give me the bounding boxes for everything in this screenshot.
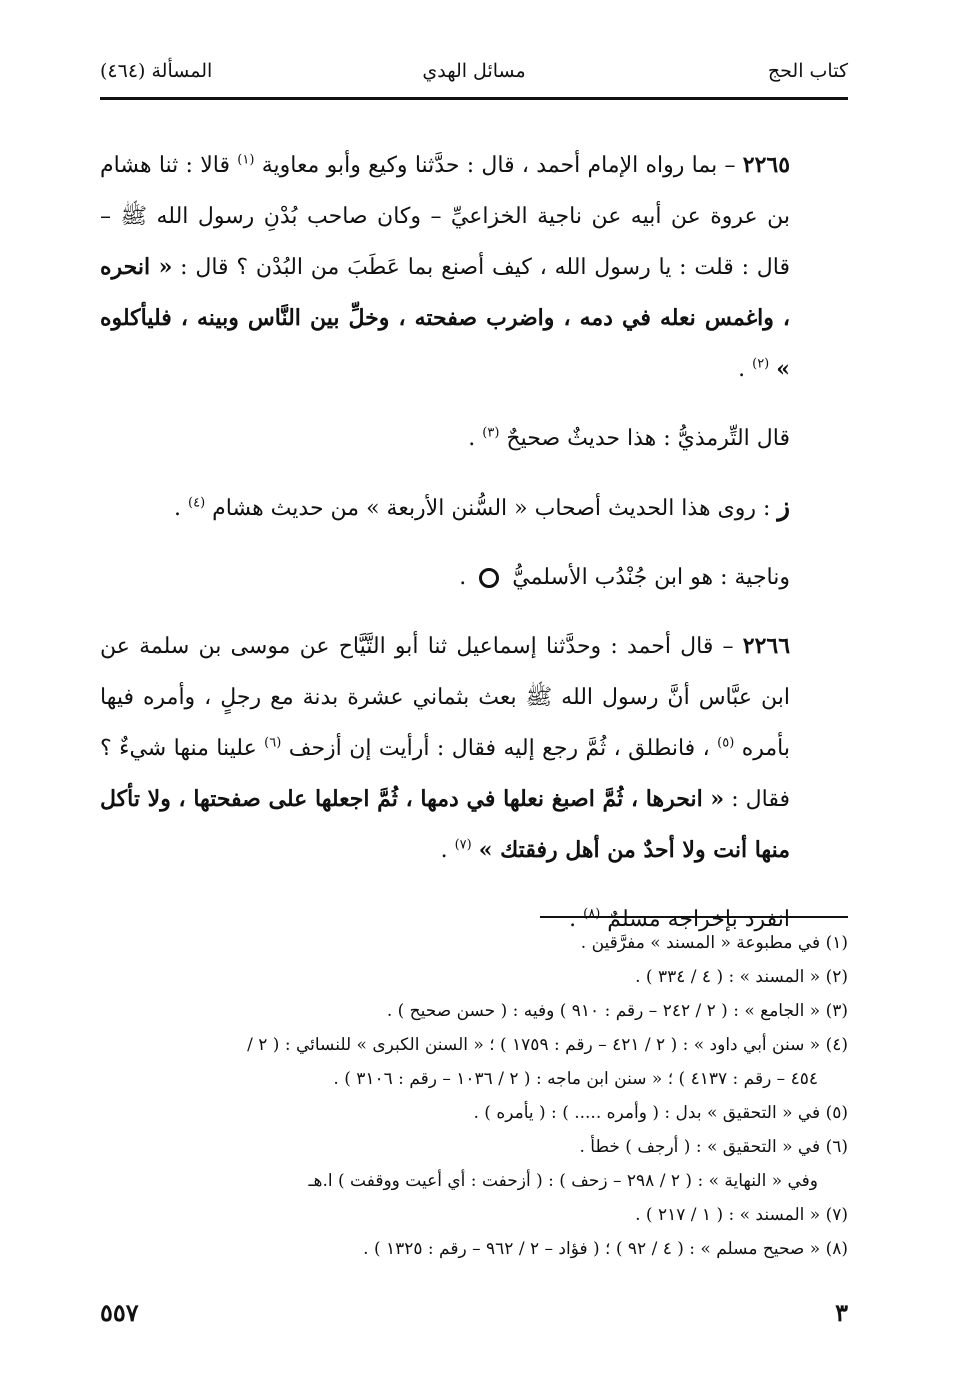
verdict-text: قال التِّرمذيُّ : هذا حديثٌ صحيحٌ xyxy=(506,426,790,451)
addition-note xyxy=(100,482,848,534)
page-footer xyxy=(100,1298,848,1338)
hadith-quote: « انحره ، واغمس نعله في دمه ، واضرب صفحته ، وخلِّ بين النَّاس وبينه ، فليأكلوه » xyxy=(100,254,790,382)
narrator-note xyxy=(100,552,848,603)
footnote: (١) في مطبوعة « المسند » مفرَّقين . xyxy=(580,933,848,953)
chapter-title: مسائل الهدي xyxy=(422,60,526,82)
footnote-ref: (٧) xyxy=(454,837,472,853)
volume-number: ٣ xyxy=(835,1298,848,1327)
punctuation: . xyxy=(440,838,448,863)
running-header xyxy=(100,52,848,92)
punctuation: . xyxy=(569,907,577,932)
header-rule xyxy=(100,97,848,100)
hadith-quote: « انحرها ، ثُمَّ اصبغ نعلها في دمها ، ثُمَّ اجعلها على صفحتها ، ولا تأكل منها أنت ولا أحدٌ من أهل رفقتك » xyxy=(100,786,790,863)
addition-text: : روى هذا الحديث أصحاب « السُّنن الأربعة » من حديث هشام xyxy=(212,496,771,521)
punctuation: . xyxy=(459,565,467,590)
hadith-text: علينا منها شيءٌ ؟ فقال : xyxy=(100,736,790,812)
punctuation: . xyxy=(738,357,746,382)
book-title: كتاب الحج xyxy=(767,60,848,82)
footnote-continuation: ٤٥٤ – رقم : ٤١٣٧ ) ؛ « سنن ابن ماجه : ( ٢ / ١٠٣٦ – رقم : ٣١٠٦ ) . xyxy=(333,1069,818,1089)
footnote: (٣) « الجامع » : ( ٢ / ٢٤٢ – رقم : ٩١٠ ) وفيه : ( حسن صحيح ) . xyxy=(386,1001,848,1021)
hadith-text: ، فانطلق ، ثُمَّ رجع إليه فقال : أرأيت إن أزحف xyxy=(288,736,710,761)
page-number: ٥٥٧ xyxy=(100,1298,139,1327)
hadith-number: ٢٢٦٥ xyxy=(742,152,791,178)
footnote-ref: (٥) xyxy=(717,735,735,751)
footnote: (٦) في « التحقيق » : ( أرجف ) خطأ . xyxy=(579,1137,848,1157)
punctuation: . xyxy=(468,426,476,451)
tirmidhi-verdict xyxy=(100,413,848,464)
end-circle-icon xyxy=(479,568,499,588)
main-text xyxy=(100,140,848,945)
footnote-ref: (١) xyxy=(237,152,255,168)
hadith-2265 xyxy=(100,140,848,395)
footnote: (٧) « المسند » : ( ١ / ٢١٧ ) . xyxy=(635,1205,848,1225)
footnote-ref: (٨) xyxy=(583,906,601,922)
hadith-number: ٢٢٦٦ xyxy=(742,633,791,659)
footnote-ref: (٤) xyxy=(188,495,206,511)
hadith-text: قالا : ثنا هشام بن عروة عن أبيه عن ناجية الخزاعيِّ – وكان صاحب بُدْنِ رسول الله ﷺ – قال : قلت : يا رسول الله ، كيف أصنع بما عَطَبَ من البُدْن ؟ قال : xyxy=(100,153,790,280)
hadith-text: – قال أحمد : وحدَّثنا إسماعيل ثنا أبو التَّيَّاح عن موسى بن سلمة عن ابن عبَّاس أنَّ رسول الله ﷺ بعث بثماني عشرة بدنة مع رجلٍ ، وأمره فيها بأمره xyxy=(100,634,790,761)
footnote-rule xyxy=(540,916,848,918)
footnote-ref: (٣) xyxy=(482,425,500,441)
footnote-continuation: وفي « النهاية » : ( ٢ / ٢٩٨ – زحف ) : ( أزحفت : أي أعيت ووقفت ) ا.هـ xyxy=(308,1171,818,1191)
footnote: (٥) في « التحقيق » بدل : ( وأمره ..... ) : ( يأمره ) . xyxy=(473,1103,848,1123)
footnote-ref: (٦) xyxy=(264,735,282,751)
footnote: (٤) « سنن أبي داود » : ( ٢ / ٤٢١ – رقم : ١٧٥٩ ) ؛ « السنن الكبرى » للنسائي : ( ٢ / xyxy=(247,1035,848,1055)
footnote-ref: (٢) xyxy=(752,356,770,372)
addition-mark: ز xyxy=(777,492,790,522)
hadith-text: – بما رواه الإمام أحمد ، قال : حدَّثنا وكيع وأبو معاوية xyxy=(261,153,736,178)
hadith-2266 xyxy=(100,621,848,876)
issue-number: المسألة (٤٦٤) xyxy=(100,60,213,82)
punctuation: . xyxy=(174,496,181,521)
muslim-text: انفرد بإخراجه مسلمٌ xyxy=(607,907,790,932)
footnote: (٨) « صحيح مسلم » : ( ٤ / ٩٢ ) ؛ ( فؤاد – ٢ / ٩٦٢ – رقم : ١٣٢٥ ) . xyxy=(363,1239,848,1259)
narrator-text: وناجية : هو ابن جُنْدُب الأسلميُّ xyxy=(512,565,790,590)
footnote: (٢) « المسند » : ( ٤ / ٣٣٤ ) . xyxy=(635,967,848,987)
footnotes xyxy=(100,926,848,1266)
